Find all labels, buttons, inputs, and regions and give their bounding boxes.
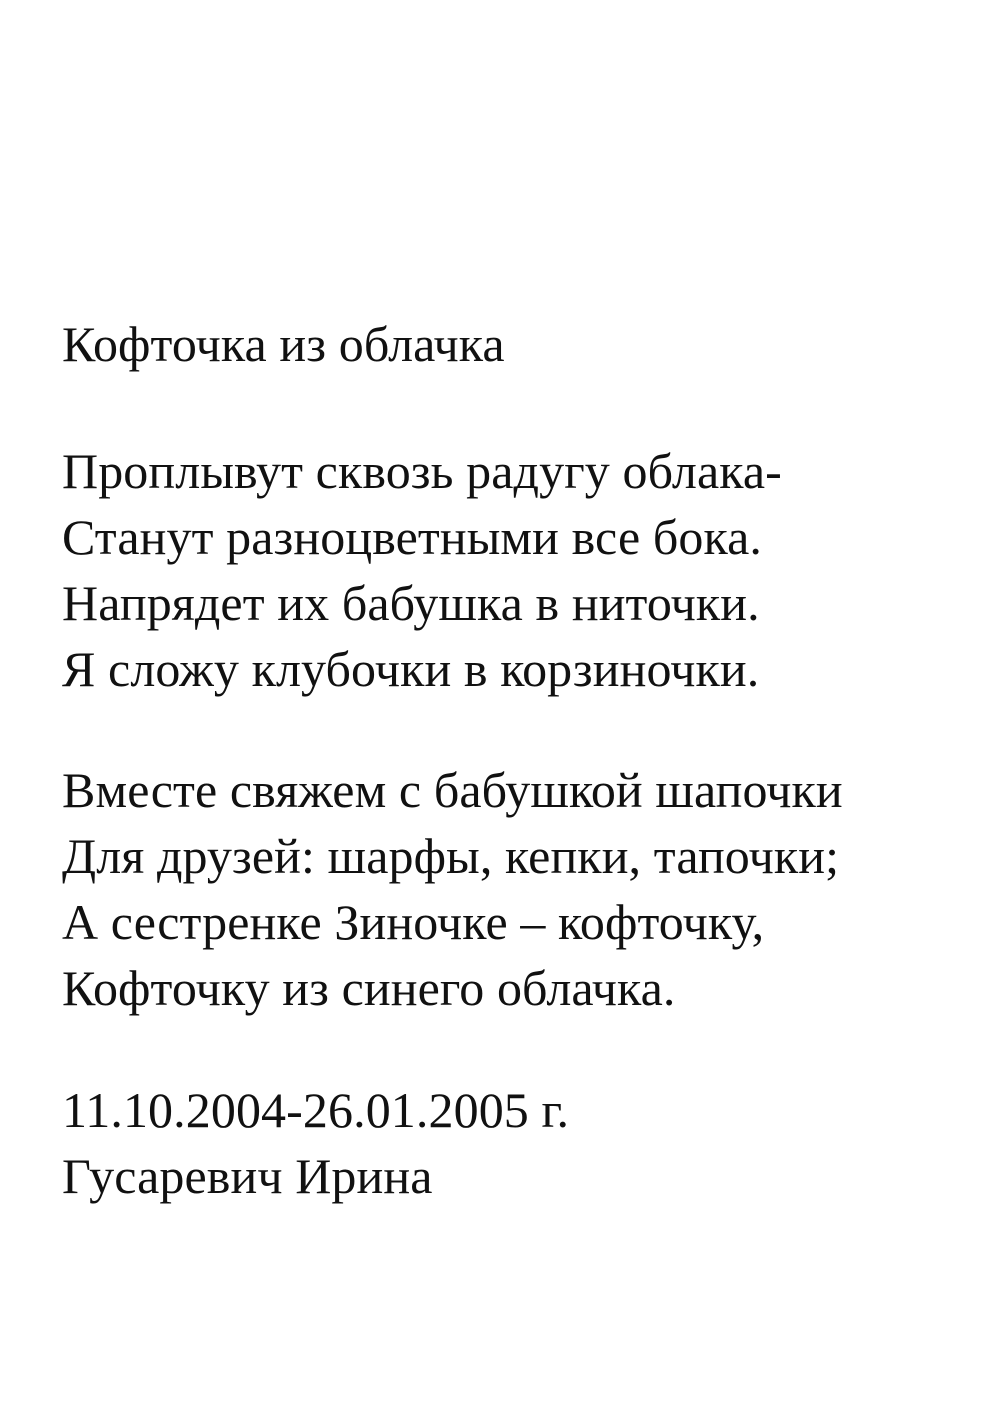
poem-footer	[62, 1077, 569, 1209]
stanza-2	[62, 757, 843, 1021]
stanza-1-line-3: Напрядет их бабушка в ниточки.	[62, 575, 760, 631]
poem-author: Гусаревич Ирина	[62, 1148, 433, 1204]
poem-title: Кофточка из облачка	[62, 316, 505, 372]
stanza-1-line-4: Я сложу клубочки в корзиночки.	[62, 641, 760, 697]
poem-date: 11.10.2004-26.01.2005 г.	[62, 1082, 570, 1138]
stanza-2-line-2: Для друзей: шарфы, кепки, тапочки;	[62, 828, 840, 884]
stanza-2-line-3: А сестренке Зиночке – кофточку,	[62, 894, 765, 950]
stanza-2-line-4: Кофточку из синего облачка.	[62, 960, 676, 1016]
stanza-1	[62, 438, 782, 702]
stanza-1-line-2: Станут разноцветными все бока.	[62, 509, 762, 565]
poem-title-block	[62, 311, 505, 377]
stanza-1-line-1: Проплывут сквозь радугу облака-	[62, 443, 782, 499]
stanza-2-line-1: Вместе свяжем с бабушкой шапочки	[62, 762, 843, 818]
